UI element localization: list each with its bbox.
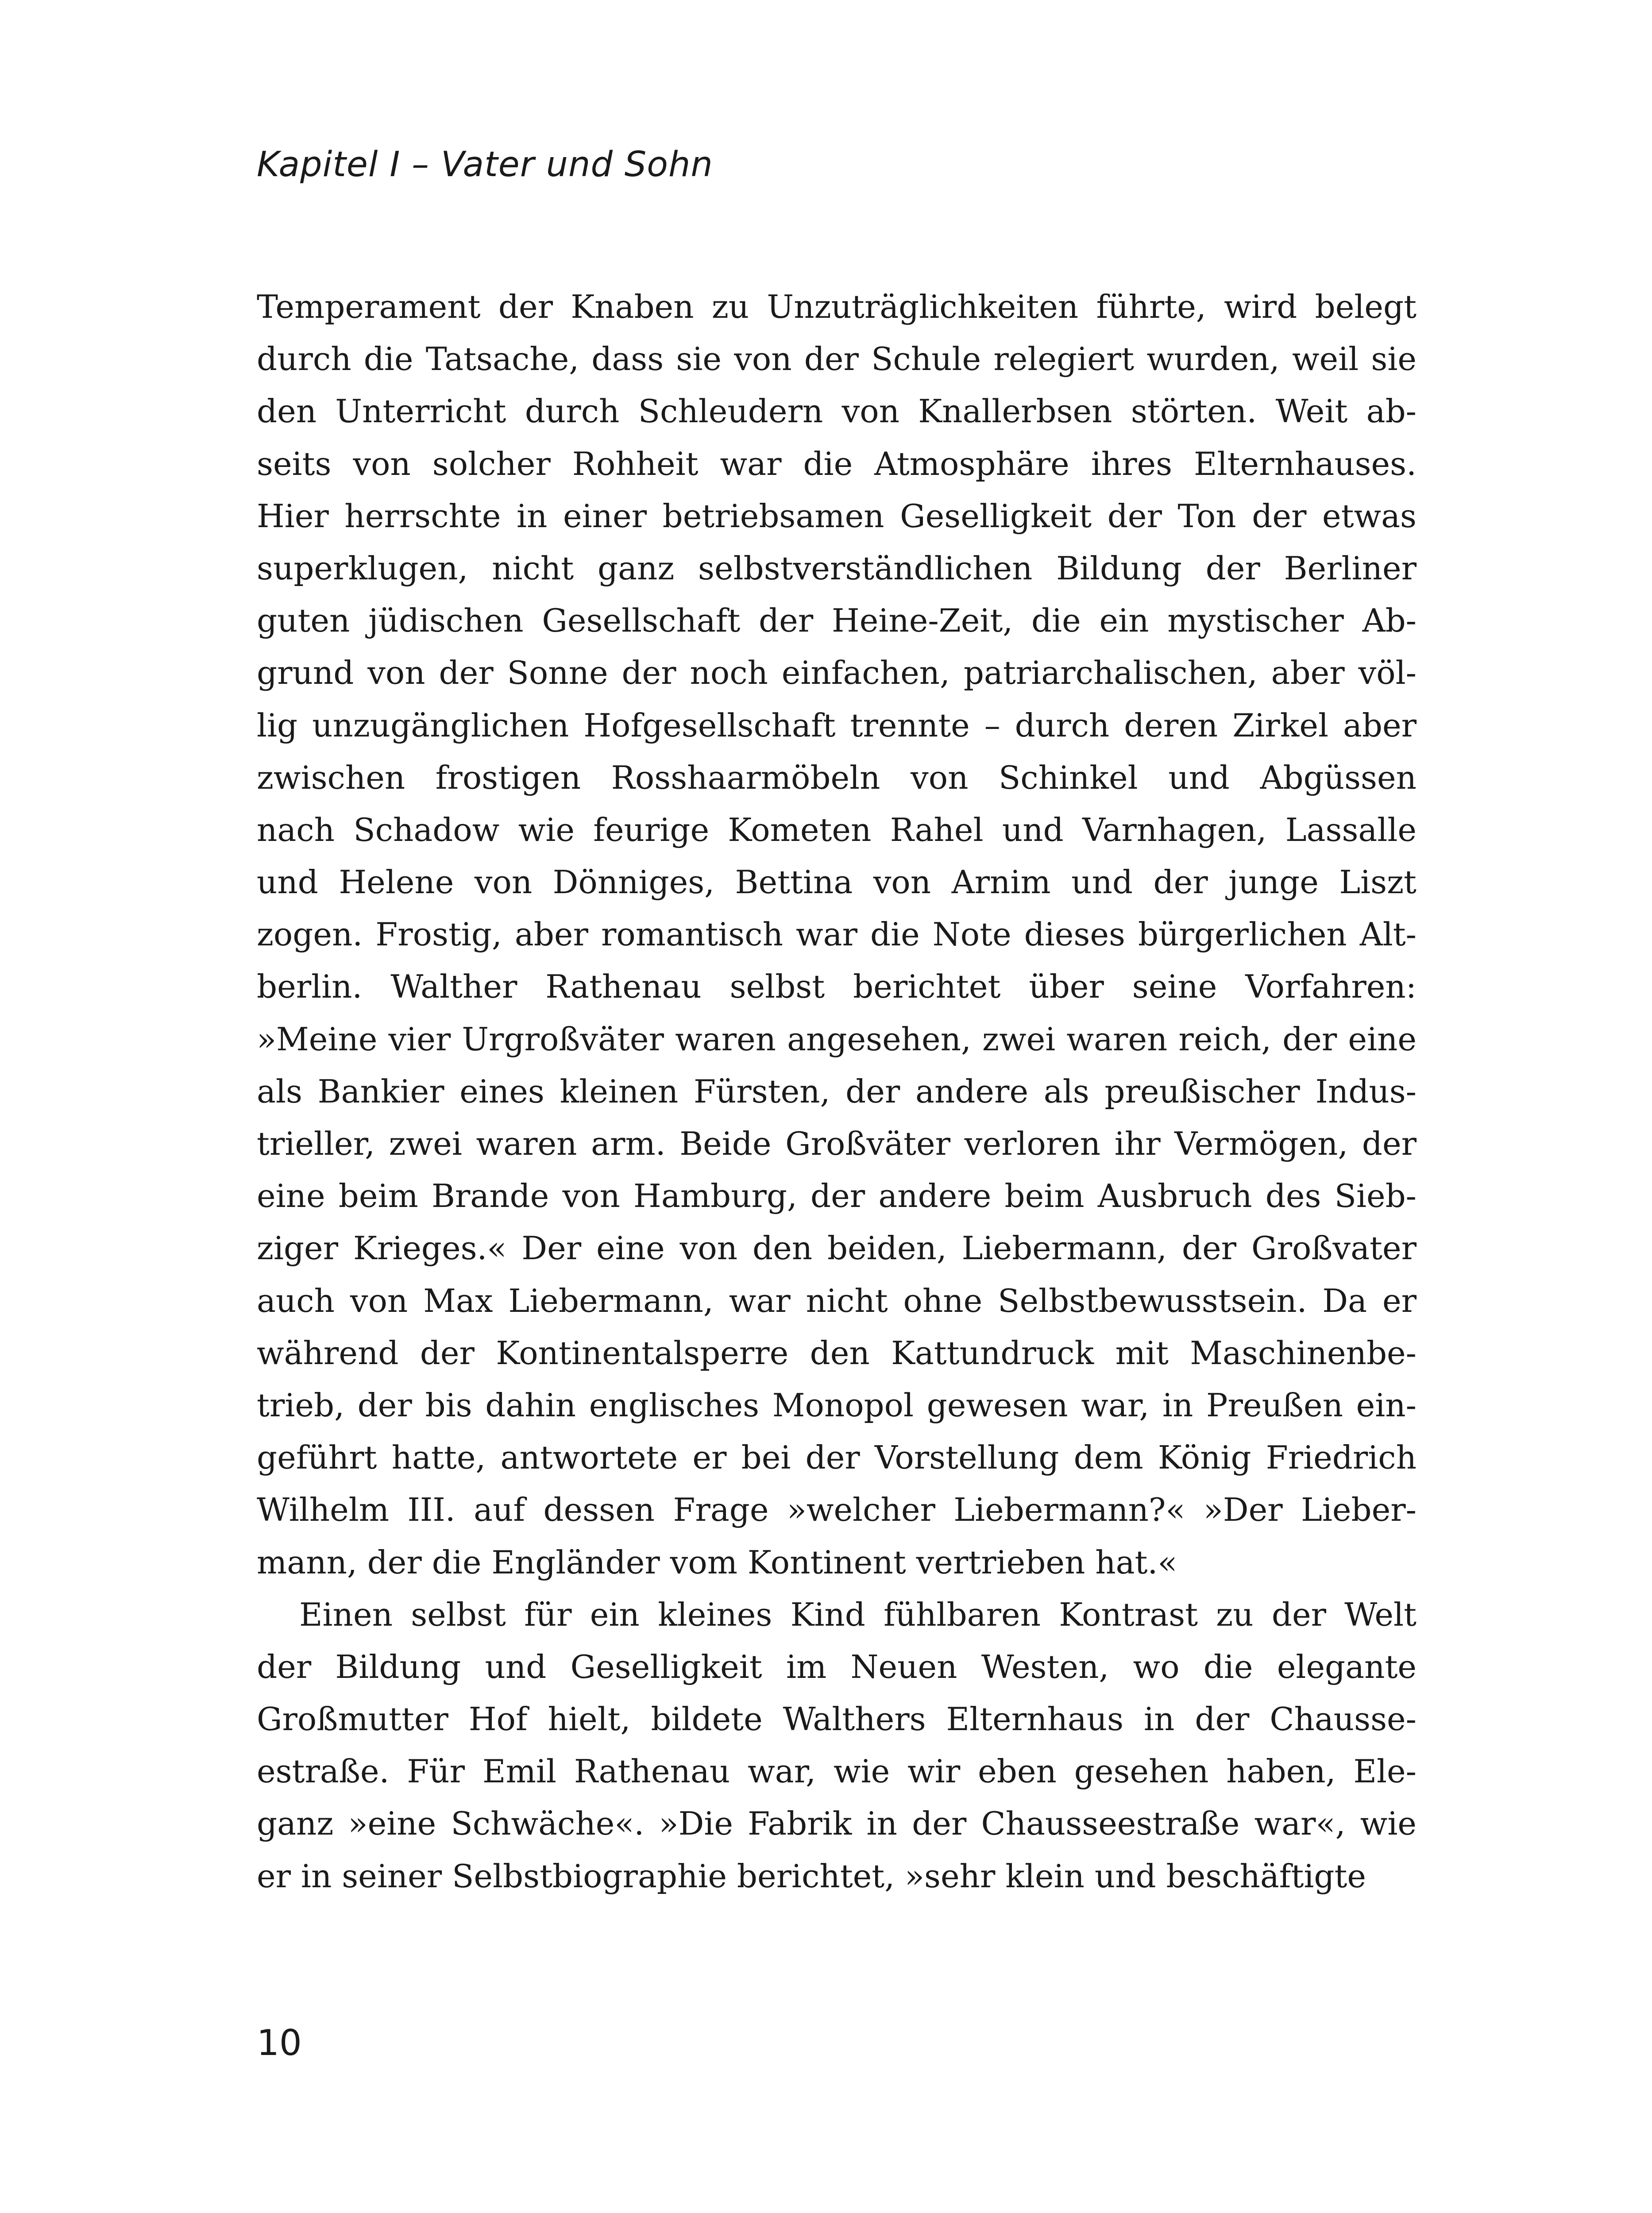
text-line: superklugen, nicht ganz selbstverständlichen Bildung der Berliner <box>257 549 1417 587</box>
text-line: während der Kontinentalsperre den Kattundruck mit Maschinenbe- <box>257 1334 1417 1372</box>
body-text <box>257 281 1417 1902</box>
text-line: ziger Krieges.« Der eine von den beiden, Liebermann, der Großvater <box>257 1230 1417 1267</box>
text-line: den Unterricht durch Schleudern von Knallerbsen störten. Weit ab- <box>257 393 1417 430</box>
text-line: eine beim Brande von Hamburg, der andere beim Ausbruch des Sieb- <box>257 1177 1417 1215</box>
page-number: 10 <box>257 2022 302 2063</box>
text-line: der Bildung und Geselligkeit im Neuen Westen, wo die elegante <box>257 1648 1417 1685</box>
text-line: er in seiner Selbstbiographie berichtet, »sehr klein und beschäftigte <box>257 1857 1366 1895</box>
text-line: grund von der Sonne der noch einfachen, patriarchalischen, aber völ- <box>257 654 1417 692</box>
text-line: Temperament der Knaben zu Unzuträglichkeiten führte, wird belegt <box>257 288 1417 325</box>
text-line: »Meine vier Urgroßväter waren angesehen, zwei waren reich, der eine <box>257 1020 1417 1058</box>
text-line: geführt hatte, antwortete er bei der Vorstellung dem König Friedrich <box>257 1439 1417 1477</box>
text-line: estraße. Für Emil Rathenau war, wie wir eben gesehen haben, Ele- <box>257 1753 1417 1790</box>
text-line: zwischen frostigen Rosshaarmöbeln von Schinkel und Abgüssen <box>257 759 1417 796</box>
text-line: zogen. Frostig, aber romantisch war die Note dieses bürgerlichen Alt- <box>257 916 1417 953</box>
text-line: guten jüdischen Gesellschaft der Heine-Zeit, die ein mystischer Ab- <box>257 602 1417 640</box>
text-line: durch die Tatsache, dass sie von der Schule relegiert wurden, weil sie <box>257 340 1417 378</box>
text-line: mann, der die Engländer vom Kontinent vertrieben hat.« <box>257 1543 1177 1581</box>
text-line: Wilhelm III. auf dessen Frage »welcher Liebermann?« »Der Lieber- <box>257 1491 1417 1529</box>
text-line: auch von Max Liebermann, war nicht ohne Selbstbewusstsein. Da er <box>257 1282 1417 1319</box>
text-line: Einen selbst für ein kleines Kind fühlbaren Kontrast zu der Welt <box>299 1596 1417 1633</box>
text-line: trieb, der bis dahin englisches Monopol gewesen war, in Preußen ein- <box>257 1386 1417 1424</box>
text-line: ganz »eine Schwäche«. »Die Fabrik in der Chausseestraße war«, wie <box>257 1805 1417 1843</box>
paragraph <box>257 281 1417 1588</box>
paragraph <box>257 1588 1417 1902</box>
text-line: trieller, zwei waren arm. Beide Großväter verloren ihr Vermögen, der <box>257 1125 1417 1162</box>
running-head: Kapitel I – Vater und Sohn <box>257 145 713 185</box>
text-line: als Bankier eines kleinen Fürsten, der andere als preußischer Indus- <box>257 1072 1417 1110</box>
text-line: berlin. Walther Rathenau selbst berichtet über seine Vorfahren: <box>257 968 1417 1006</box>
text-line: und Helene von Dönniges, Bettina von Arnim und der junge Liszt <box>257 864 1417 901</box>
text-line: lig unzugänglichen Hofgesellschaft trennte – durch deren Zirkel aber <box>257 706 1417 744</box>
text-line: nach Schadow wie feurige Kometen Rahel und Varnhagen, Lassalle <box>257 811 1417 848</box>
text-line: Großmutter Hof hielt, bildete Walthers Elternhaus in der Chausse- <box>257 1700 1417 1738</box>
text-line: seits von solcher Rohheit war die Atmosphäre ihres Elternhauses. <box>257 445 1417 482</box>
text-line: Hier herrschte in einer betriebsamen Geselligkeit der Ton der etwas <box>257 497 1417 535</box>
